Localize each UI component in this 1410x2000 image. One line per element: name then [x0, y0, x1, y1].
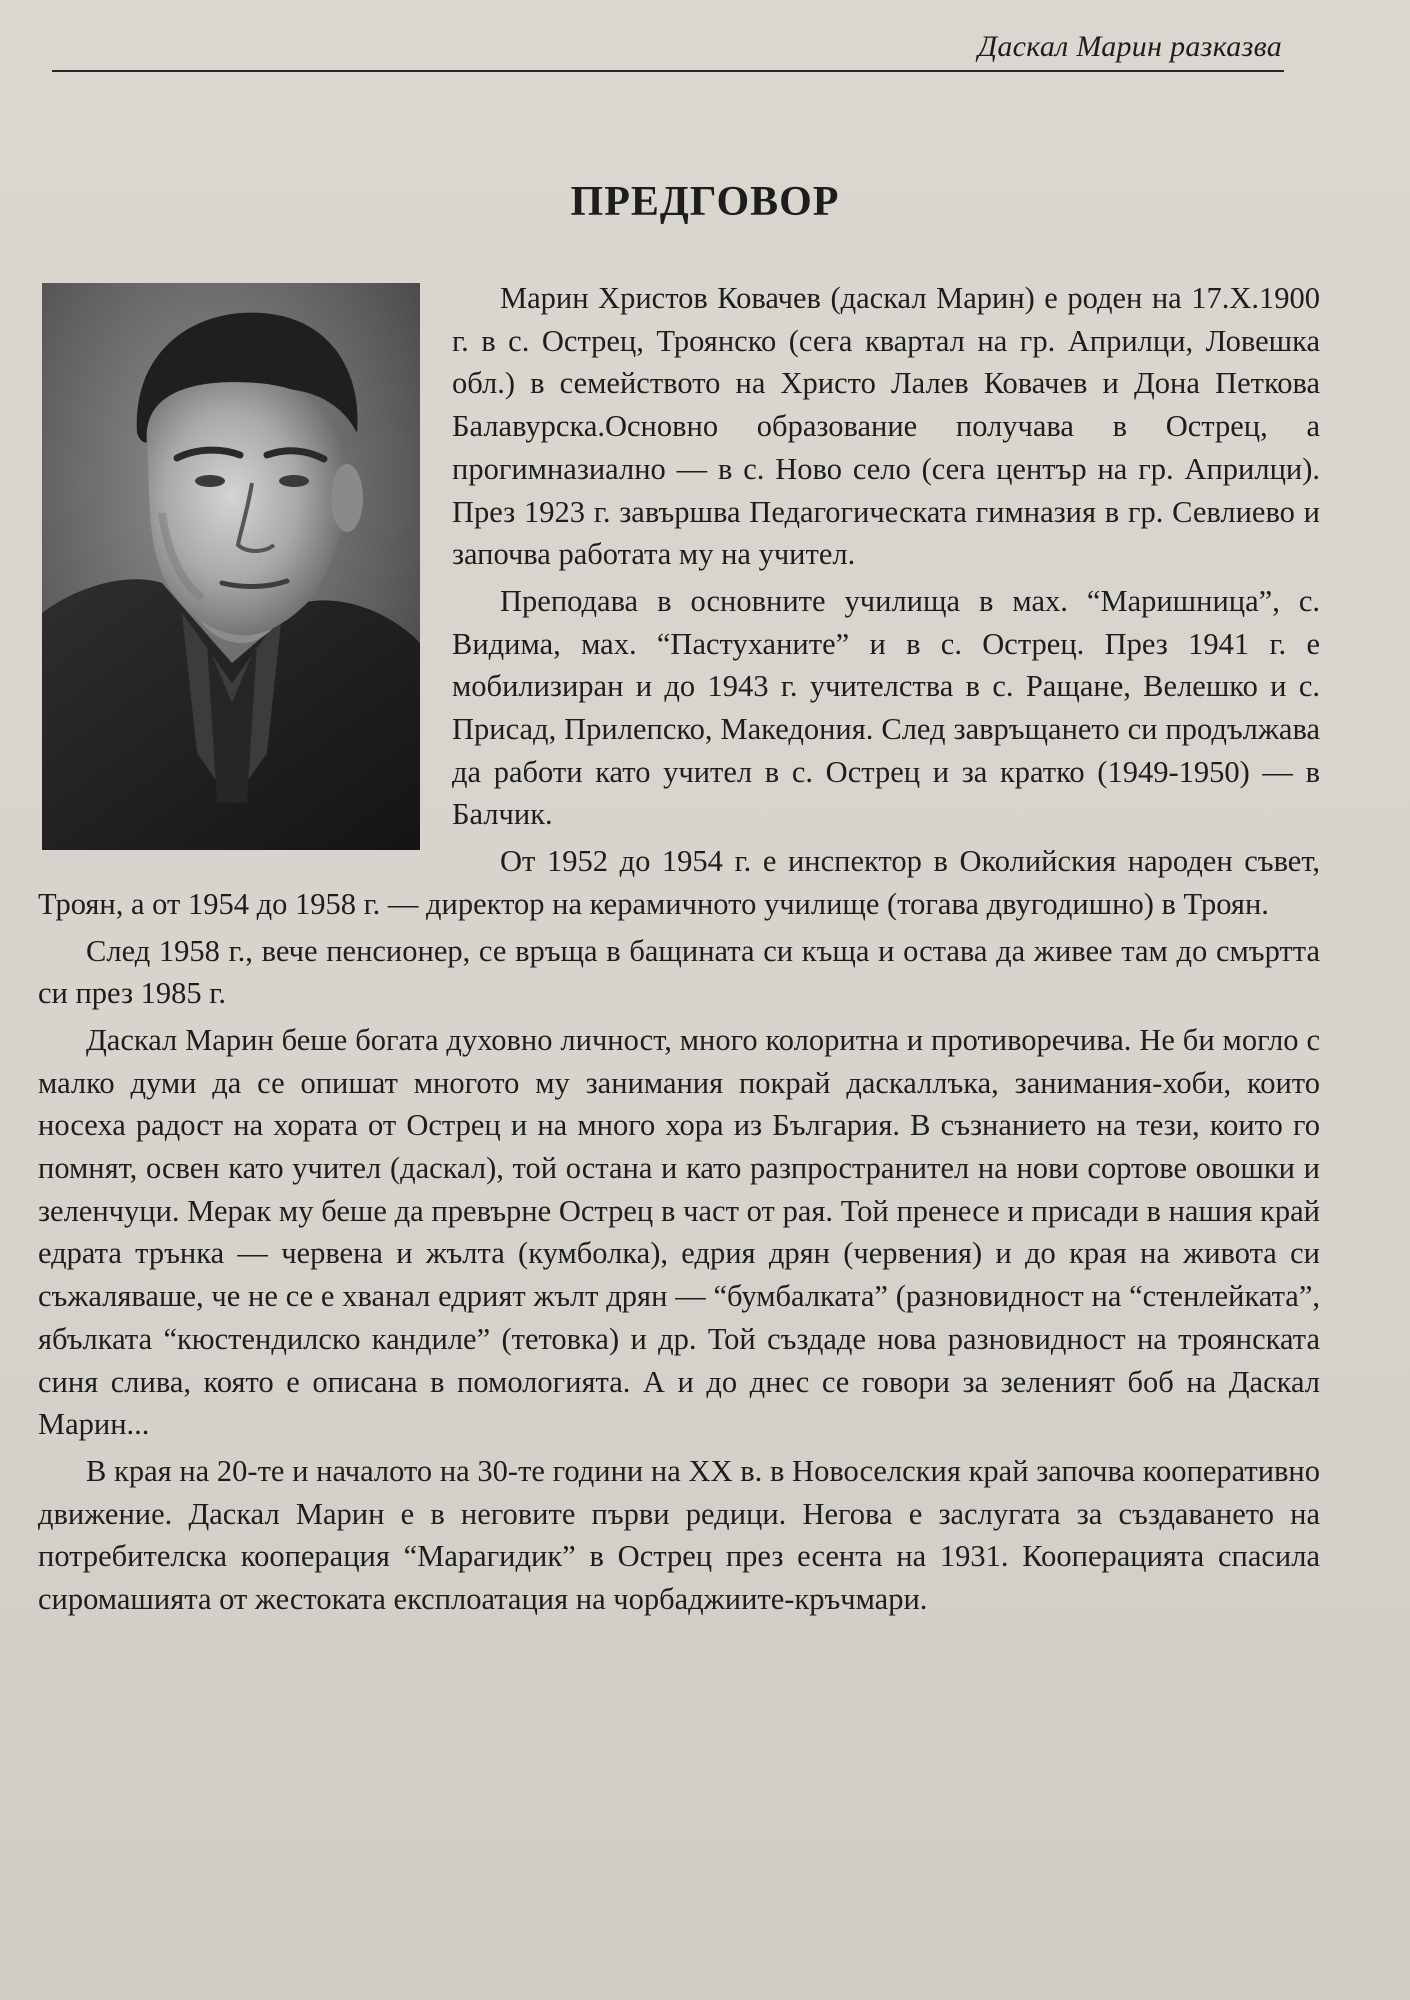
paragraph: В края на 20-те и началото на 30-те години на XX в. в Новоселския край започва кооперативно движение. Даскал Марин е в неговите първи редици. Негова е заслугата за създаването на потребителска кооперация “Марагидик” в Острец през есента на 1931. Кооперацията спасила сиромашията от жестоката експлоатация на чорбаджиите-кръчмари. [38, 1453, 1320, 1617]
paragraph: Преподава в основните училища в мах. “Маришница”, с. Видима, мах. “Пастуханите” и в с. Острец. През 1941 г. е мобилизиран и до 1943 г. учителства в с. Ращане, Велешко и с. Присад, Прилепско, Македония. След завръщането си продължава да работи като учител в с. Острец и за кратко (1949-1950) — в Балчик. [452, 583, 1320, 832]
running-head: Даскал Марин разказва [977, 30, 1282, 63]
paragraph: Марин Христов Ковачев (даскал Марин) е роден на 17.X.1900 г. в с. Острец, Троянско (сега квартал на гр. Априлци, Ловешка обл.) в семейството на Христо Лалев Ковачев и Дона Петкова Балавурска.Основно образование получава в Острец, а прогимназиално — в с. Ново село (сега център на гр. Априлци). През 1923 г. завършва Педагогическата гимназия в гр. Севлиево и започва работата му на учител. [452, 281, 1320, 572]
paragraph: Даскал Марин беше богата духовно личност, много колоритна и противоречива. Не би могло с малко думи да се опишат многото му занимания покрай даскаллъка, занимания-хоби, които носеха радост на хората от Острец и на много хора из България. В съзнанието на тези, които го помнят, освен като учител (даскал), той остана и като разпространител на нови сортове овошки и зеленчуци. Мерак му беше да превърне Острец в част от рая. Той пренесе и присади в нашия край едрата трънка — червена и жълта (кумболка), едрия дрян (червения) и до края на живота си съжаляваше, че не се е хванал едрият жълт дрян — “бумбалката” (разновидност на “стенлейката”, ябълката “кюстендилско кандиле” (тетовка) и др. Той създаде нова разновидност на троянската синя слива, която е описана в помологията. А и до днес се говори за зеленият боб на Даскал Марин... [38, 1022, 1320, 1442]
preface-text [38, 277, 1320, 1621]
paragraph: От 1952 до 1954 г. е инспектор в Околийския народен съвет, Троян, а от 1954 до 1958 г. — директор на керамичното училище (тогава двугодишно) в Троян. [38, 844, 1320, 921]
paragraph: След 1958 г., вече пенсионер, се връща в бащината си къща и остава да живее там до смъртта си през 1985 г. [38, 933, 1320, 1011]
header-rule [52, 70, 1284, 72]
page-title: ПРЕДГОВОР [570, 179, 840, 225]
photo-spacer [38, 277, 452, 867]
